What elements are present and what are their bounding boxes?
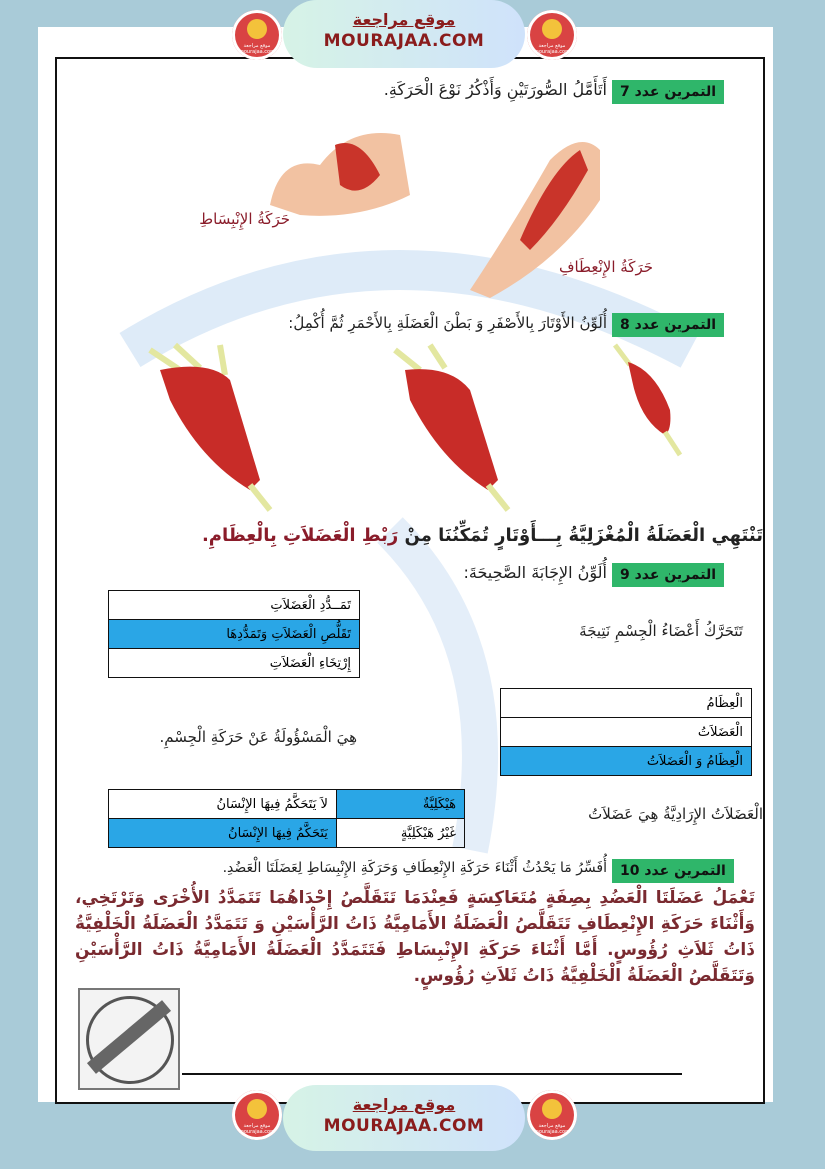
q2-option[interactable]: الْعِظَامُ: [501, 689, 752, 718]
q3-option: يَتَحَكَّمُ فِيهَا الإِنْسَانُ: [109, 819, 337, 848]
q1-option-correct[interactable]: تَقَلُّصِ الْعَضَلاَتِ وَتَمَدُّدِهَا: [109, 620, 360, 649]
exercise-10-badge: التمرين عدد 10: [612, 859, 734, 883]
q3-option[interactable]: هَيْكَلِيَّةٌ: [336, 790, 464, 819]
site-logo-icon: موقع مراجعة mourajaa.com: [527, 10, 577, 60]
school-stamp-image: [78, 988, 180, 1090]
signature-line: [182, 1073, 682, 1075]
exercise-10-answer: تَعْمَلُ عَضَلَتَا الْعَضُدِ بِصِفَةٍ مُتَعَاكِسَةٍ فَعِنْدَمَا تَتَقَلَّصُ إِحْدَاهُمَا تَتَمَدَّدُ الأُخْرَى وَتَرْتَخِي، وَأَثْنَاءَ حَرَكَةِ الإِنْعِطَافِ تَتَقَلَّصُ الْعَضَلَةُ الأَمَامِيَّةُ ذَاتُ الرَّأْسَيْنِ وَ تَتَمَدَّدُ الْعَضَلَةُ الْخَلْفِيَّةُ ذَاتُ ثَلاَثِ رُؤُوسٍ. أَمَّا أَثْنَاءَ حَرَكَةِ الإِنْبِسَاطِ فَتَتَمَدَّدُ الْعَضَلَةُ الأَمَامِيَّةُ ذَاتُ الرَّأْسَيْنِ وَتَتَقَلَّصُ الْعَضَلَةُ الْخَلْفِيَّةُ ذَاتُ ثَلاَثِ رُؤُوسٍ.: [75, 888, 755, 986]
sentence-start: تَنْتَهِي الْعَضَلَةُ الْمُغْزَلِيَّةُ بِـــأَوْتَارٍ تُمَكِّنُنَا مِنْ: [404, 525, 763, 546]
exercise-7-badge: التمرين عدد 7: [612, 80, 724, 104]
q1-option[interactable]: تَمَــدُّدِ الْعَضَلاَتِ: [109, 591, 360, 620]
q1-option[interactable]: إِرْتِخَاءِ الْعَضَلاَتِ: [109, 649, 360, 678]
q2-options-table: [500, 688, 752, 776]
site-name-arabic: موقع مراجعة: [352, 10, 456, 29]
q3-text: الْعَضَلاَتُ الإِرَادِيَّةُ هِيَ عَضَلاَتُ: [588, 805, 763, 823]
muscle-spindle-image: [610, 340, 690, 460]
exercise-7-instruction: أَتَأَمَّلُ الصُّورَتَيْنِ وَأَذْكُرُ نَوْعَ الْحَرَكَةِ.: [383, 80, 607, 99]
muscle-three-heads-image: [140, 340, 280, 515]
site-logo-icon: موقع مراجعة mourajaa.com: [232, 10, 282, 60]
sentence-answer: رَبْطِ الْعَضَلاَتِ بِالْعِظَامِ.: [201, 525, 399, 546]
site-name-english: MOURAJAA.COM: [323, 31, 485, 51]
header-site-banner[interactable]: [283, 0, 525, 68]
exercise-8-sentence: [202, 525, 763, 546]
label-flexion: حَرَكَةُ الإِنْعِطَافِ: [558, 258, 653, 276]
q2-text: هِيَ الْمَسْؤُولَةُ عَنْ حَرَكَةِ الْجِسْمِ.: [159, 728, 357, 746]
footer-site-banner[interactable]: [283, 1085, 525, 1151]
q2-option-correct[interactable]: الْعِظَامُ وَ الْعَضَلاَتُ: [501, 747, 752, 776]
site-logo-icon: موقع مراجعة mourajaa.com: [527, 1090, 577, 1140]
q3-option: لاَ يَتَحَكَّمُ فِيهَا الإِنْسَانُ: [109, 790, 337, 819]
q2-option[interactable]: الْعَضَلاَتُ: [501, 718, 752, 747]
label-extension: حَرَكَةُ الإِنْبِسَاطِ: [199, 210, 290, 228]
site-name-english: MOURAJAA.COM: [323, 1116, 485, 1136]
exercise-10-instruction: أُفَسِّرُ مَا يَحْدُثُ أَثْنَاءَ حَرَكَةِ الإِنْعِطَافِ وَحَرَكَةِ الإِنْبِسَاطِ لِعَضَلَتَا الْعَضُدِ.: [222, 860, 607, 876]
exercise-9-badge: التمرين عدد 9: [612, 563, 724, 587]
exercise-8-instruction: أُلَوِّنُ الأَوْتَارَ بِالأَصْفَرِ وَ بَطْنَ الْعَضَلَةِ بِالأَحْمَرِ ثُمَّ أُكْمِلُ:: [288, 314, 607, 332]
exercise-9-instruction: أُلَوِّنُ الإِجَابَةَ الصَّحِيحَةَ:: [463, 563, 607, 582]
site-logo-icon: موقع مراجعة mourajaa.com: [232, 1090, 282, 1140]
q3-option[interactable]: غَيْرُ هَيْكَلِيَّةٍ: [336, 819, 464, 848]
arm-flexion-image: [260, 115, 420, 225]
muscle-two-heads-image: [380, 340, 520, 515]
q3-options-table: [108, 789, 465, 848]
site-name-arabic: موقع مراجعة: [352, 1095, 456, 1114]
q1-text: تَتَحَرَّكُ أَعْضَاءُ الْجِسْمِ نَتِيجَةَ: [579, 622, 743, 640]
exercise-8-badge: التمرين عدد 8: [612, 313, 724, 337]
q1-options-table: [108, 590, 360, 678]
